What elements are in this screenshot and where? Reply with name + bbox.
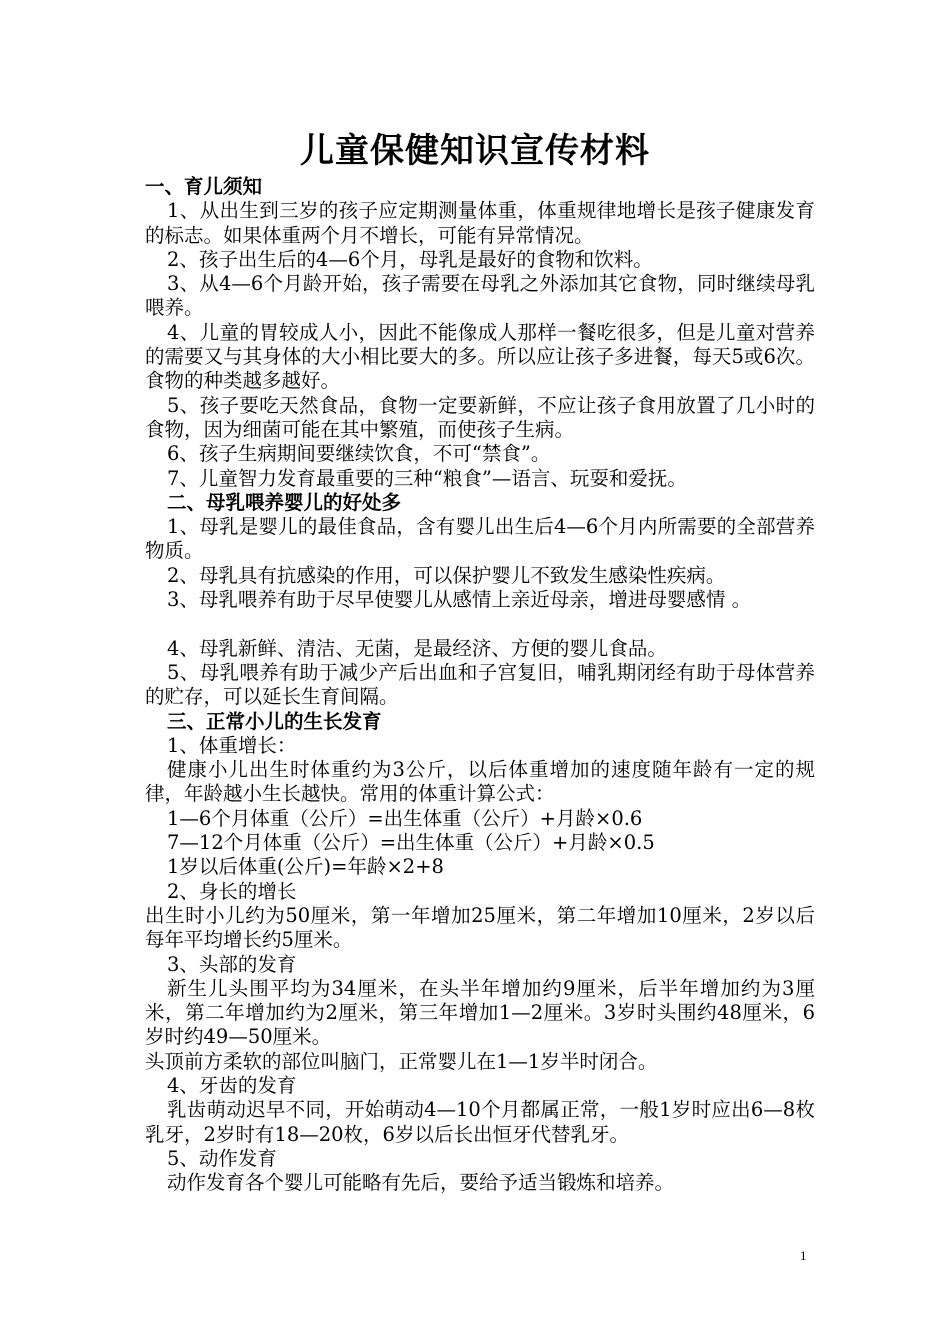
paragraph: 动作发育各个婴儿可能略有先后，要给予适当锻炼和培养。	[167, 1171, 675, 1195]
subheading: 4、牙齿的发育	[167, 1073, 297, 1097]
section-heading-3: 三、正常小儿的生长发育	[167, 709, 382, 733]
formula-line: 1—6个月体重（公斤）=出生体重（公斤）+月龄×0.6	[167, 806, 643, 830]
paragraph: 1、从出生到三岁的孩子应定期测量体重，体重规律地增长是孩子健康发育的标志。如果体重两个月不增长，可能有异常情况。	[145, 199, 815, 247]
section-heading-2: 二、母乳喂养婴儿的好处多	[167, 490, 402, 514]
paragraph: 新生儿头围平均为34厘米，在头半年增加约9厘米，后半年增加约为3厘米，第二年增加约为2厘米，第三年增加1—2厘米。3岁时头围约48厘米，6岁时约49—50厘米。	[145, 976, 815, 1049]
subheading: 1、体重增长：	[167, 733, 297, 757]
paragraph: 乳齿萌动迟早不同，开始萌动4—10个月都属正常，一般1岁时应出6—8枚乳牙，2岁时有18—20枚，6岁以后长出恒牙代替乳牙。	[145, 1098, 815, 1146]
paragraph: 出生时小儿约为50厘米，第一年增加25厘米，第二年增加10厘米，2岁以后每年平均增长约5厘米。	[145, 903, 815, 952]
paragraph: 4、儿童的胃较成人小，因此不能像成人那样一餐吃很多，但是儿童对营养的需要又与其身体的大小相比要大的多。所以应让孩子多进餐，每天5或6次。食物的种类越多越好。	[145, 320, 815, 393]
paragraph: 2、母乳具有抗感染的作用，可以保护婴儿不致发生感染性疾病。	[167, 563, 726, 587]
page-number: 1	[800, 1248, 807, 1263]
formula-line: 7—12个月体重（公斤）=出生体重（公斤）+月龄×0.5	[167, 831, 655, 855]
paragraph: 4、母乳新鲜、清洁、无菌，是最经济、方便的婴儿食品。	[167, 636, 667, 660]
document-title: 儿童保健知识宣传材料	[300, 131, 650, 171]
formula-line: 1岁以后体重(公斤)=年龄×2+8	[167, 855, 444, 879]
subheading: 2、身长的增长	[167, 879, 297, 903]
paragraph: 5、母乳喂养有助于减少产后出血和子宫复旧，哺乳期闭经有助于母体营养的贮存，可以延长生育间隔。	[145, 660, 815, 709]
section-heading-1: 一、育儿须知	[145, 175, 263, 198]
paragraph: 头顶前方柔软的部位叫脑门，正常婴儿在1—1岁半时闭合。	[145, 1049, 658, 1073]
subheading: 3、头部的发育	[167, 952, 297, 976]
paragraph: 3、母乳喂养有助于尽早使婴儿从感情上亲近母亲，增进母婴感情 。	[167, 588, 752, 612]
paragraph: 3、从4—6个月龄开始，孩子需要在母乳之外添加其它食物，同时继续母乳喂养。	[145, 272, 815, 320]
paragraph: 健康小儿出生时体重约为3公斤，以后体重增加的速度随年龄有一定的规律，年龄越小生长越快。常用的体重计算公式：	[145, 758, 815, 806]
paragraph: 7、儿童智力发育最重要的三种“粮食”—语言、玩耍和爱抚。	[167, 466, 687, 490]
paragraph: 2、孩子出生后的4—6个月，母乳是最好的食物和饮料。	[167, 247, 653, 271]
document-body	[145, 175, 815, 1195]
paragraph: 1、母乳是婴儿的最佳食品，含有婴儿出生后4—6个月内所需要的全部营养物质。	[145, 515, 815, 563]
subheading: 5、动作发育	[167, 1146, 277, 1170]
paragraph: 6、孩子生病期间要继续饮食，不可“禁食”。	[167, 442, 551, 466]
paragraph: 5、孩子要吃天然食品，食物一定要新鲜，不应让孩子食用放置了几小时的食物，因为细菌可能在其中繁殖，而使孩子生病。	[145, 393, 815, 441]
